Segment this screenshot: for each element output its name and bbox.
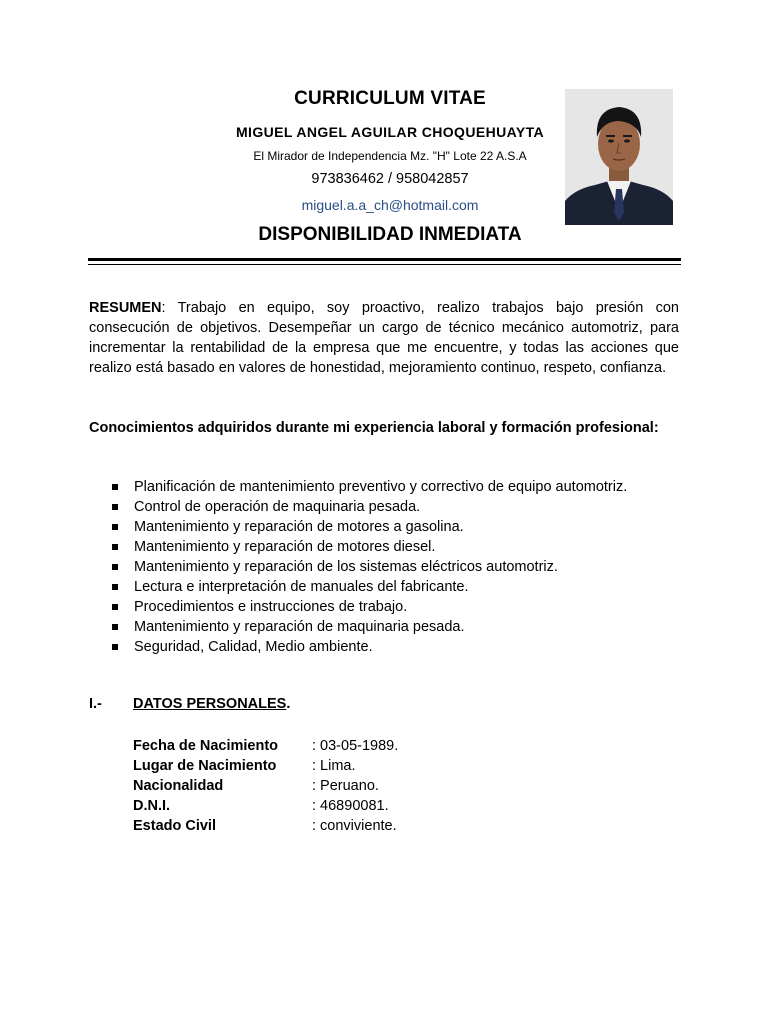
list-item-text: Control de operación de maquinaria pesada.	[134, 499, 421, 515]
field-label: Estado Civil	[133, 818, 216, 834]
profile-photo	[565, 89, 673, 225]
list-item	[89, 517, 689, 537]
list-item	[89, 617, 689, 637]
square-bullet-icon	[112, 604, 118, 610]
table-row	[133, 756, 533, 776]
personal-data-table	[133, 736, 533, 836]
field-label: Nacionalidad	[133, 778, 224, 794]
section-title-personal-data	[133, 696, 290, 712]
square-bullet-icon	[112, 484, 118, 490]
summary-label: RESUMEN	[89, 300, 162, 316]
square-bullet-icon	[112, 644, 118, 650]
cv-title: CURRICULUM VITAE	[294, 88, 486, 109]
field-value: : Lima.	[312, 758, 356, 774]
list-item	[89, 557, 689, 577]
summary-separator: :	[161, 300, 166, 316]
square-bullet-icon	[112, 564, 118, 570]
candidate-address: El Mirador de Independencia Mz. "H" Lote 22 A.S.A	[253, 149, 527, 163]
table-row	[133, 736, 533, 756]
summary-text: Trabajo en equipo, soy proactivo, realizo trabajos bajo presión con consecución de objetivos. Desempeñar un cargo de técnico mecánico automotriz, para incrementar la rentabilidad de la empresa que me encuentre, y todas las acciones que realizo está basado en valores de honestidad, mejoramiento continuo, respeto, confianza.	[89, 300, 679, 376]
candidate-phones: 973836462 / 958042857	[311, 171, 469, 187]
candidate-name: MIGUEL ANGEL AGUILAR CHOQUEHUAYTA	[236, 124, 544, 140]
list-item-text: Mantenimiento y reparación de motores a gasolina.	[134, 519, 464, 535]
list-item	[89, 577, 689, 597]
header-divider-thin	[88, 264, 681, 265]
header-divider-thick	[88, 258, 681, 261]
square-bullet-icon	[112, 624, 118, 630]
list-item-text: Seguridad, Calidad, Medio ambiente.	[134, 639, 373, 655]
list-item-text: Mantenimiento y reparación de maquinaria pesada.	[134, 619, 465, 635]
square-bullet-icon	[112, 544, 118, 550]
list-item-text: Procedimientos e instrucciones de trabajo.	[134, 599, 408, 615]
knowledge-heading: Conocimientos adquiridos durante mi experiencia laboral y formación profesional:	[89, 420, 659, 436]
field-value: : 46890081.	[312, 798, 389, 814]
knowledge-list	[89, 477, 689, 657]
field-value: : Peruano.	[312, 778, 379, 794]
candidate-email-link[interactable]: miguel.a.a_ch@hotmail.com	[301, 197, 479, 213]
list-item	[89, 497, 689, 517]
availability-heading: DISPONIBILIDAD INMEDIATA	[258, 224, 522, 245]
table-row	[133, 776, 533, 796]
field-value: : 03-05-1989.	[312, 738, 399, 754]
list-item	[89, 477, 689, 497]
section-number: I.-	[89, 696, 102, 712]
list-item	[89, 537, 689, 557]
list-item	[89, 597, 689, 617]
section-title-suffix: .	[286, 696, 291, 712]
field-value: : conviviente.	[312, 818, 397, 834]
field-label: D.N.I.	[133, 798, 171, 814]
table-row	[133, 796, 533, 816]
field-label: Fecha de Nacimiento	[133, 738, 279, 754]
summary-paragraph	[89, 298, 679, 378]
square-bullet-icon	[112, 584, 118, 590]
list-item-text: Mantenimiento y reparación de motores diesel.	[134, 539, 436, 555]
table-row	[133, 816, 533, 836]
square-bullet-icon	[112, 524, 118, 530]
list-item-text: Planificación de mantenimiento preventivo y correctivo de equipo automotriz.	[134, 479, 628, 495]
field-label: Lugar de Nacimiento	[133, 758, 277, 774]
list-item-text: Mantenimiento y reparación de los sistemas eléctricos automotriz.	[134, 559, 558, 575]
section-title-text: DATOS PERSONALES	[133, 696, 287, 712]
list-item	[89, 637, 689, 657]
list-item-text: Lectura e interpretación de manuales del fabricante.	[134, 579, 469, 595]
square-bullet-icon	[112, 504, 118, 510]
